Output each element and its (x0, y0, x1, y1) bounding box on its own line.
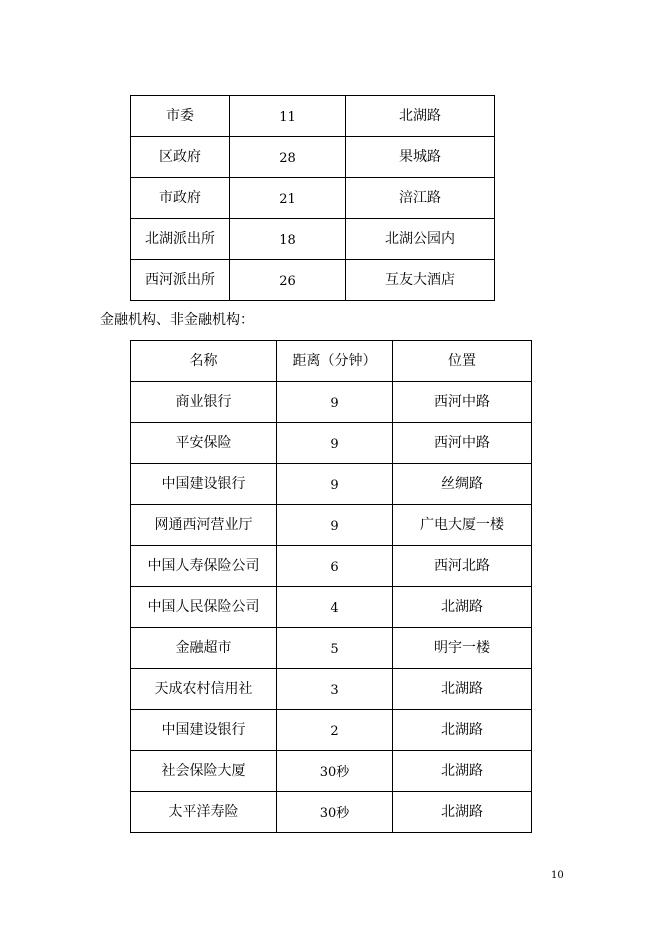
page-number: 10 (551, 870, 564, 881)
distance-cell: 3 (277, 669, 393, 710)
header-name: 名称 (131, 341, 277, 382)
location-cell: 西河中路 (393, 382, 532, 423)
table-row (131, 219, 495, 260)
table-row (131, 587, 532, 628)
section-heading: 金融机构、非金融机构： (100, 312, 254, 328)
distance-cell: 9 (277, 505, 393, 546)
distance-cell: 21 (230, 178, 346, 219)
location-cell: 涪江路 (346, 178, 495, 219)
location-cell: 北湖路 (393, 751, 532, 792)
name-cell: 太平洋寿险 (131, 792, 277, 833)
distance-cell: 9 (277, 423, 393, 464)
location-cell: 广电大厦一楼 (393, 505, 532, 546)
table-row (131, 137, 495, 178)
name-cell: 北湖派出所 (131, 219, 230, 260)
location-cell: 北湖路 (393, 792, 532, 833)
location-cell: 北湖路 (346, 96, 495, 137)
name-cell: 金融超市 (131, 628, 277, 669)
name-cell: 平安保险 (131, 423, 277, 464)
distance-cell: 30秒 (277, 792, 393, 833)
location-cell: 北湖公园内 (346, 219, 495, 260)
distance-cell: 2 (277, 710, 393, 751)
table-row (131, 546, 532, 587)
location-cell: 西河北路 (393, 546, 532, 587)
location-cell: 明宇一楼 (393, 628, 532, 669)
name-cell: 市委 (131, 96, 230, 137)
name-cell: 中国建设银行 (131, 710, 277, 751)
name-cell: 中国建设银行 (131, 464, 277, 505)
name-cell: 商业银行 (131, 382, 277, 423)
table-row (131, 382, 532, 423)
name-cell: 网通西河营业厅 (131, 505, 277, 546)
table-row (131, 751, 532, 792)
distance-cell: 6 (277, 546, 393, 587)
location-cell: 互友大酒店 (346, 260, 495, 301)
distance-cell: 26 (230, 260, 346, 301)
name-cell: 天成农村信用社 (131, 669, 277, 710)
distance-cell: 9 (277, 464, 393, 505)
table-row (131, 96, 495, 137)
name-cell: 市政府 (131, 178, 230, 219)
name-cell: 西河派出所 (131, 260, 230, 301)
name-cell: 中国人民保险公司 (131, 587, 277, 628)
table-row (131, 505, 532, 546)
distance-cell: 9 (277, 382, 393, 423)
table-row (131, 792, 532, 833)
table-row (131, 628, 532, 669)
distance-cell: 11 (230, 96, 346, 137)
distance-cell: 18 (230, 219, 346, 260)
distance-cell: 28 (230, 137, 346, 178)
location-cell: 丝绸路 (393, 464, 532, 505)
location-cell: 北湖路 (393, 669, 532, 710)
distance-cell: 5 (277, 628, 393, 669)
distance-cell: 4 (277, 587, 393, 628)
name-cell: 社会保险大厦 (131, 751, 277, 792)
header-location: 位置 (393, 341, 532, 382)
location-cell: 果城路 (346, 137, 495, 178)
table-row (131, 423, 532, 464)
table-row (131, 464, 532, 505)
table-header-row (131, 341, 532, 382)
table-row (131, 669, 532, 710)
table-row (131, 178, 495, 219)
name-cell: 中国人寿保险公司 (131, 546, 277, 587)
header-distance: 距离（分钟） (277, 341, 393, 382)
distance-cell: 30秒 (277, 751, 393, 792)
public-institutions-table (130, 95, 495, 301)
location-cell: 西河中路 (393, 423, 532, 464)
table-row (131, 710, 532, 751)
name-cell: 区政府 (131, 137, 230, 178)
financial-institutions-table (130, 340, 532, 833)
location-cell: 北湖路 (393, 587, 532, 628)
table-row (131, 260, 495, 301)
location-cell: 北湖路 (393, 710, 532, 751)
